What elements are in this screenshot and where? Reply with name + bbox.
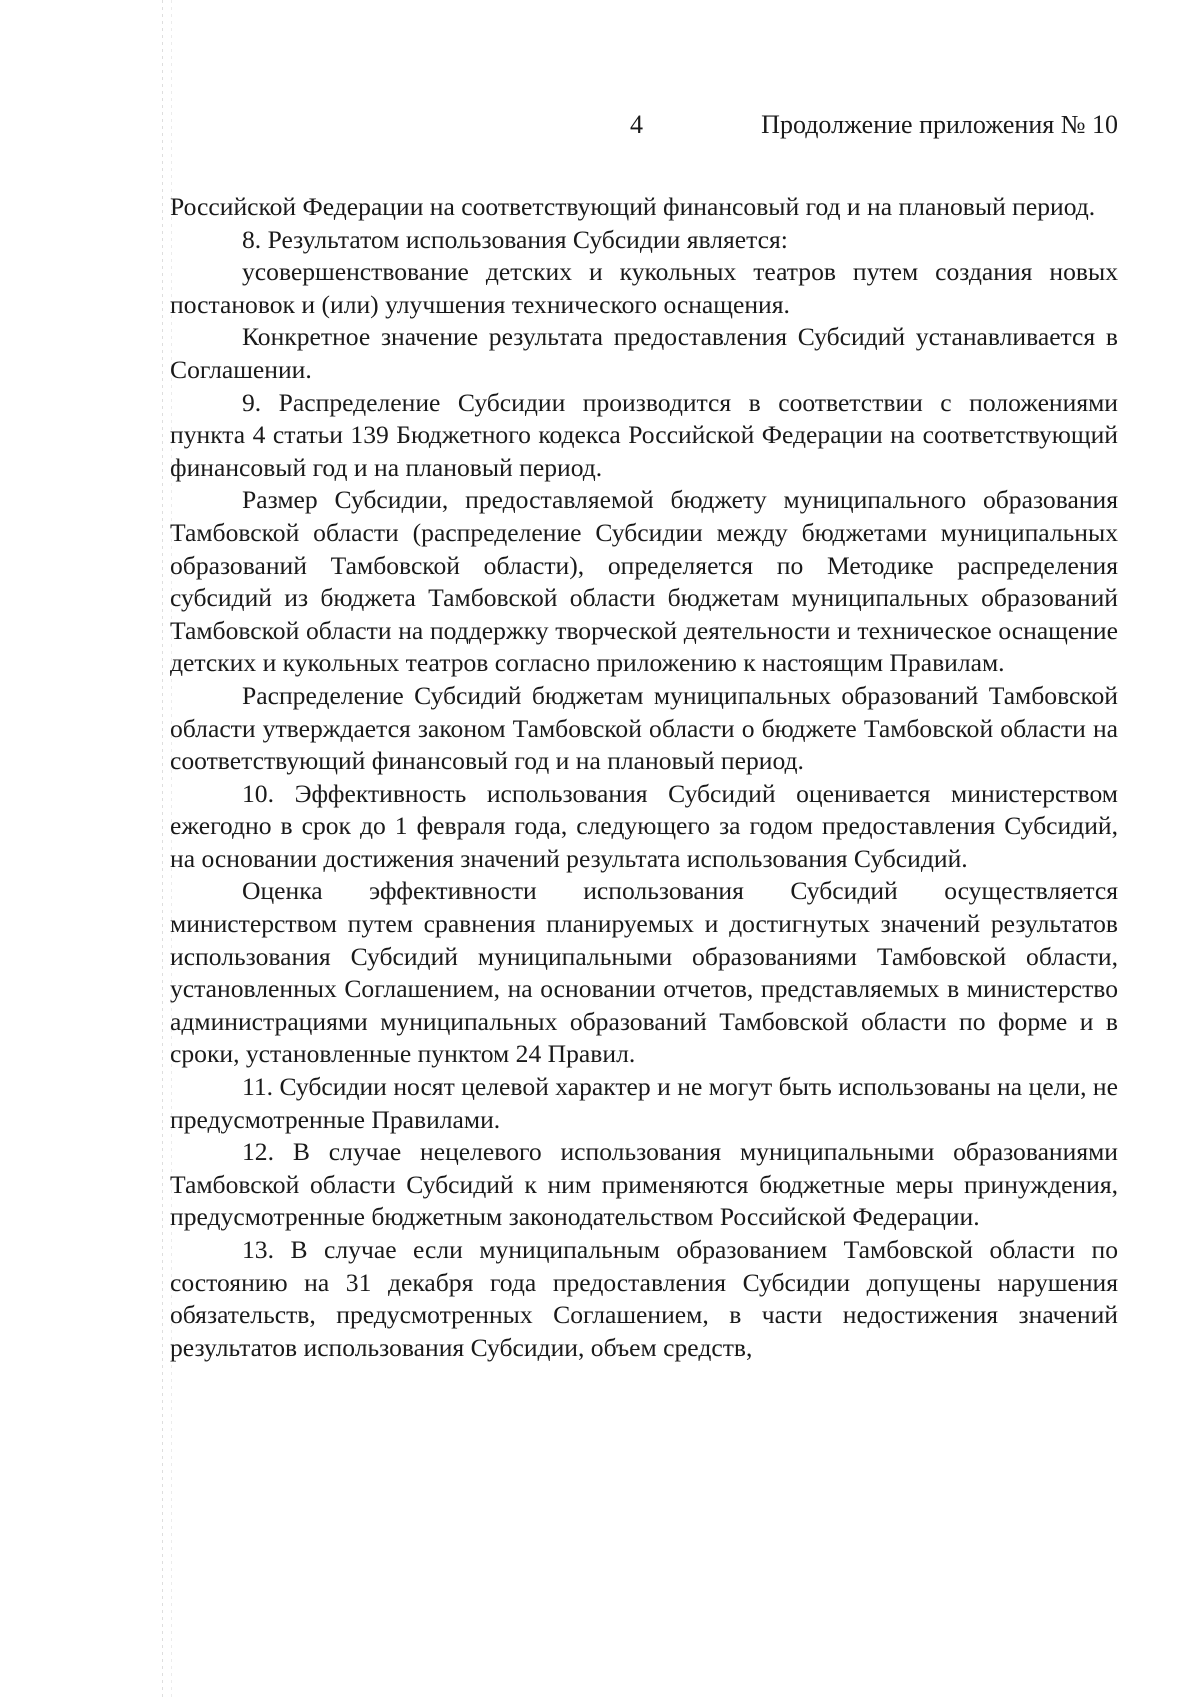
paragraph: Распределение Субсидий бюджетам муниципальных образований Тамбовской области утверждается законом Тамбовской области о бюджете Тамбовской области на соответствующий финансовый год и на плановый период. [170,680,1118,776]
paragraph: Российской Федерации на соответствующий финансовый год и на плановый период. [170,192,1096,221]
document-body [170,191,1118,1364]
page-header [170,110,1118,150]
paragraph: Размер Субсидии, предоставляемой бюджету муниципального образования Тамбовской области (распределение Субсидии между бюджетами муниципальных образований Тамбовской области), определяется по Методике распределения субсидий из бюджета Тамбовской области бюджетам муниципальных образований Тамбовской области на поддержку творческой деятельности и техническое оснащение детских и кукольных театров согласно приложению к настоящим Правилам. [170,485,1118,678]
paragraph: 13. В случае если муниципальным образованием Тамбовской области по состоянию на 31 декабря года предоставления Субсидии допущены нарушения обязательств, предусмотренных Соглашением, в части недостижения значений результатов использования Субсидии, объем средств, [170,1235,1118,1362]
appendix-continuation-label: Продолжение приложения № 10 [761,110,1118,139]
paragraph: 10. Эффективность использования Субсидий оценивается министерством ежегодно в срок до 1 февраля года, следующего за годом предоставления Субсидий, на основании достижения значений результата использования Субсидий. [170,778,1118,873]
page-number: 4 [630,110,643,139]
paragraph: 9. Распределение Субсидии производится в соответствии с положениями пункта 4 статьи 139 Бюджетного кодекса Российской Федерации на соответствующий финансовый год и на плановый период. [170,387,1118,482]
paragraph: Оценка эффективности использования Субсидий осуществляется министерством путем сравнения планируемых и достигнутых значений результатов использования Субсидий муниципальными образованиями Тамбовской области, установленных Соглашением, на основании отчетов, представляемых в министерство администрациями муниципальных образований Тамбовской области по форме и в сроки, установленные пунктом 24 Правил. [170,876,1118,1069]
paragraph: 12. В случае нецелевого использования муниципальными образованиями Тамбовской области Субсидий к ним применяются бюджетные меры принуждения, предусмотренные бюджетным законодательством Российской Федерации. [170,1137,1118,1232]
paragraph: 11. Субсидии носят целевой характер и не могут быть использованы на цели, не предусмотренные Правилами. [170,1072,1118,1134]
paragraph: Конкретное значение результата предоставления Субсидий устанавливается в Соглашении. [170,322,1118,384]
paragraph: 8. Результатом использования Субсидии является: [242,224,788,254]
scan-edge-line [162,0,163,1697]
paragraph: усовершенствование детских и кукольных театров путем создания новых постановок и (или) улучшения технического оснащения. [170,257,1118,319]
